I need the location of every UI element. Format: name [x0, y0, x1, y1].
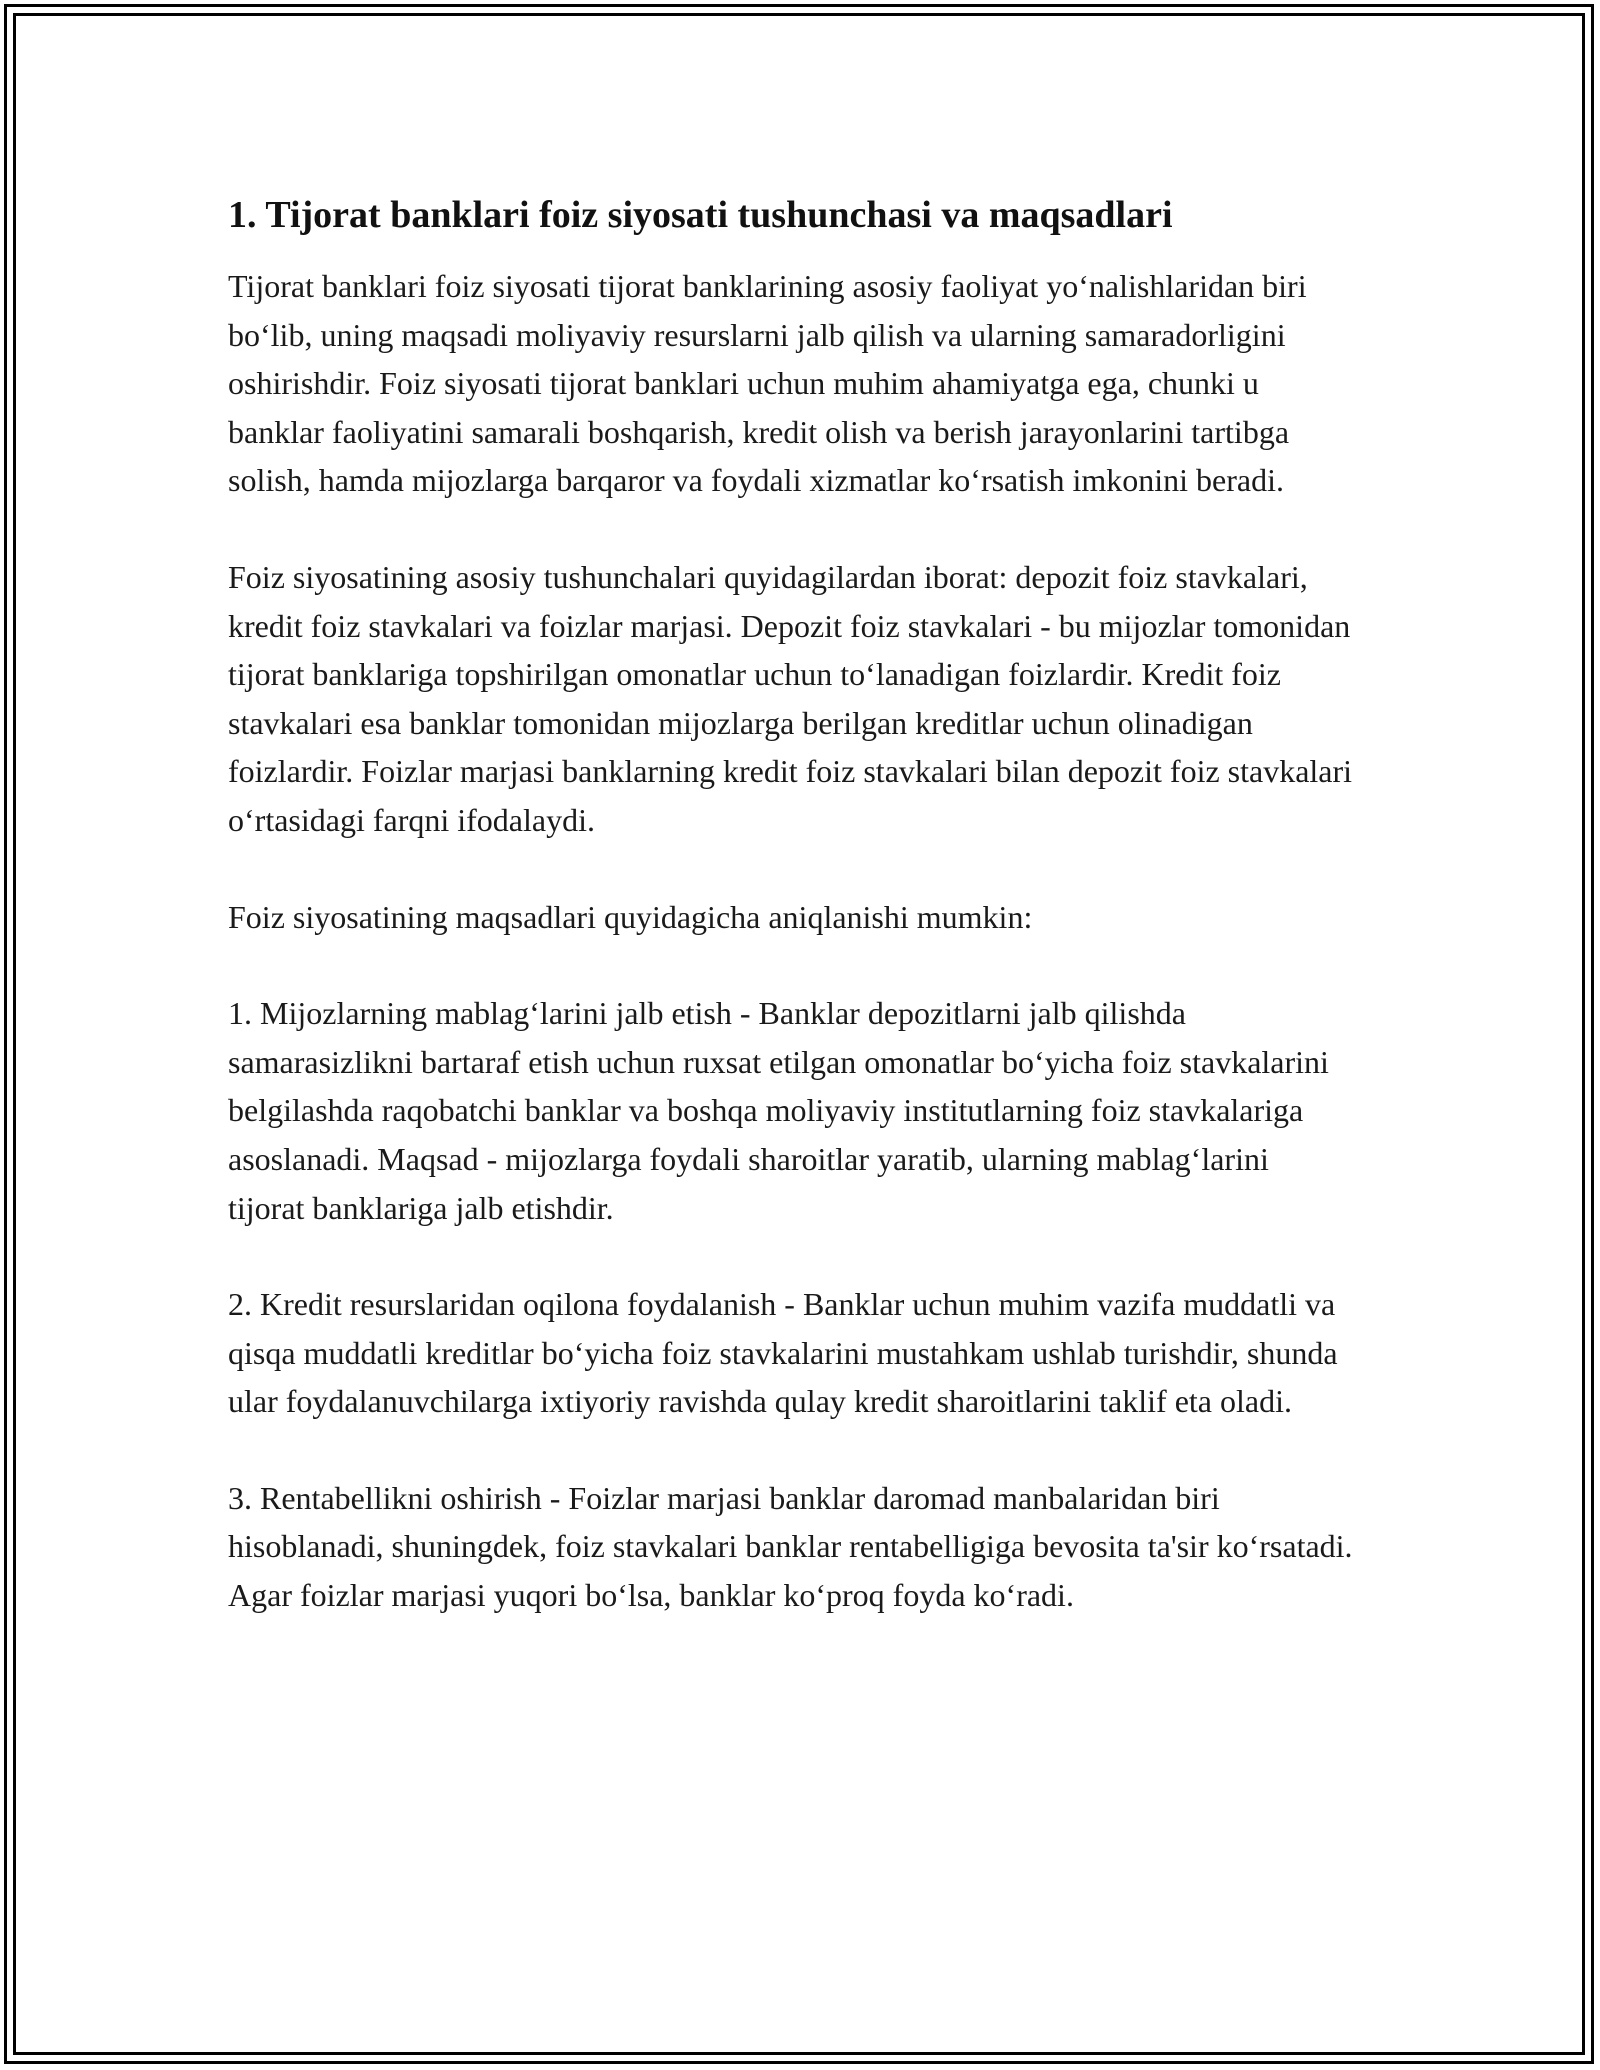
document-body [228, 190, 1353, 1668]
paragraph-concepts: Foiz siyosatining asosiy tushunchalari quyidagilardan iborat: depozit foiz stavkalari, kredit foiz stavkalari va foizlar marjasi. Depozit foiz stavkalari - bu mijozlar tomonidan tijorat banklariga topshirilgan omonatlar uchun to‘lanadigan foizlardir. Kredit foiz stavkalari esa banklar tomonidan mijozlarga berilgan kreditlar uchun olinadigan foizlardir. Foizlar marjasi banklarning kredit foiz stavkalari bilan depozit foiz stavkalari o‘rtasidagi farqni ifodalaydi. [228, 558, 1353, 838]
paragraph-goals-lead: Foiz siyosatining maqsadlari quyidagicha aniqlanishi mumkin: [228, 898, 1033, 935]
list-item-goal-2: 2. Kredit resurslaridan oqilona foydalanish - Banklar uchun muhim vazifa muddatli va qisqa muddatli kreditlar bo‘yicha foiz stavkalarini mustahkam ushlab turishdir, shunda ular foydalanuvchilarga ixtiyoriy ravishda qulay kredit sharoitlarini taklif eta oladi. [228, 1286, 1338, 1420]
list-item-goal-3: 3. Rentabellikni oshirish - Foizlar marjasi banklar daromad manbalaridan biri hisoblanadi, shuningdek, foiz stavkalari banklar rentabelligiga bevosita ta'sir ko‘rsatadi. Agar foizlar marjasi yuqori bo‘lsa, banklar ko‘proq foyda ko‘radi. [228, 1479, 1353, 1614]
list-item-goal-1: 1. Mijozlarning mablag‘larini jalb etish - Banklar depozitlarni jalb qilishda samarasizlikni bartaraf etish uchun ruxsat etilgan omonatlar bo‘yicha foiz stavkalarini belgilashda raqobatchi banklar va boshqa moliyaviy institutlarning foiz stavkalariga asoslanadi. Maqsad - mijozlarga foydali sharoitlar yaratib, ularning mablag‘larini tijorat banklariga jalb etishdir. [228, 995, 1329, 1226]
section-heading: 1. Tijorat banklari foiz siyosati tushunchasi va maqsadlari [228, 194, 1173, 236]
paragraph-intro: Tijorat banklari foiz siyosati tijorat banklarining asosiy faoliyat yo‘nalishlaridan biri bo‘lib, uning maqsadi moliyaviy resurslarni jalb qilish va ularning samaradorligini oshirishdir. Foiz siyosati tijorat banklari uchun muhim ahamiyatga ega, chunki u banklar faoliyatini samarali boshqarish, kredit olish va berish jarayonlarini tartibga solish, hamda mijozlarga barqaror va foydali xizmatlar ko‘rsatish imkonini beradi. [228, 268, 1307, 499]
